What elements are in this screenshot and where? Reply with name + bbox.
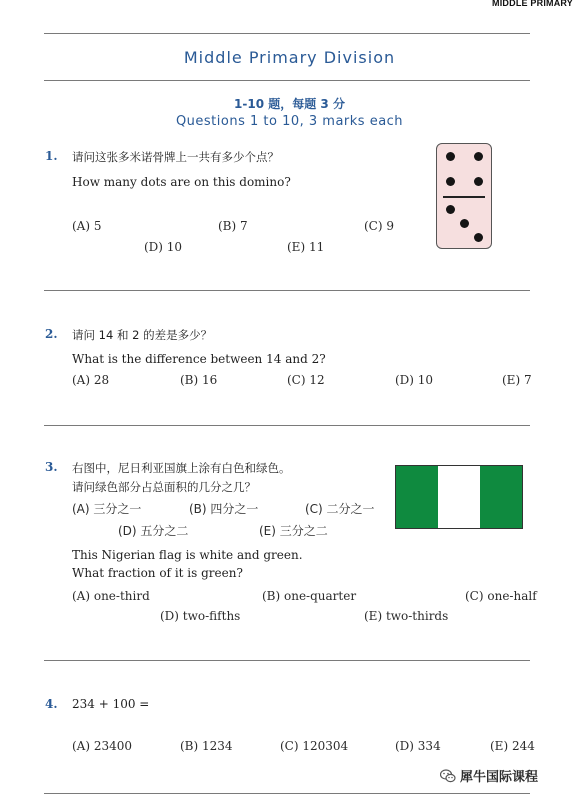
divider (44, 290, 530, 291)
question-number: 3. (45, 460, 58, 474)
option-e[interactable]: (E) 7 (502, 373, 532, 387)
option-b[interactable]: (B) 1234 (180, 739, 233, 753)
nigerian-flag (395, 465, 523, 529)
domino-dot (474, 177, 483, 186)
domino-dot (474, 233, 483, 242)
option-a[interactable]: (A) 23400 (72, 739, 133, 753)
division-title: Middle Primary Division (183, 48, 396, 67)
option-d[interactable]: (D) 334 (395, 739, 441, 753)
option-a-zh[interactable]: (A) 三分之一 (72, 502, 142, 516)
option-c[interactable]: (C) 12 (287, 373, 325, 387)
domino-dot (460, 219, 469, 228)
divider (44, 80, 530, 81)
option-d-zh[interactable]: (D) 五分之二 (118, 524, 189, 538)
option-d[interactable]: (D) 10 (395, 373, 434, 387)
option-b[interactable]: (B) 16 (180, 373, 218, 387)
question-text-en: What fraction of it is green? (72, 566, 243, 580)
flag-green-band (480, 466, 522, 528)
divider (44, 425, 530, 426)
divider (44, 33, 530, 34)
domino-image (436, 143, 492, 249)
domino-dot (474, 152, 483, 161)
option-b[interactable]: (B) 7 (218, 219, 248, 233)
option-d[interactable]: (D) 10 (144, 240, 183, 254)
flag-green-band (396, 466, 438, 528)
question-text-zh: 请问 14 和 2 的差是多少？ (72, 328, 213, 342)
question-text-zh: 右图中，尼日利亚国旗上涂有白色和绿色。 (72, 461, 291, 475)
option-c[interactable]: (C) 120304 (280, 739, 349, 753)
domino-dot (446, 177, 455, 186)
watermark (440, 766, 538, 785)
option-a[interactable]: (A) 5 (72, 219, 102, 233)
question-number: 2. (45, 327, 58, 341)
question-text: 234 + 100 = (72, 697, 150, 711)
marks-subtitle-zh: 1-10 题，每题 3 分 (234, 97, 345, 111)
option-c[interactable]: (C) one-half (465, 589, 537, 603)
watermark-text: 犀牛国际课程 (460, 770, 539, 785)
option-c[interactable]: (C) 9 (364, 219, 394, 233)
domino-dot (446, 152, 455, 161)
divider (44, 660, 530, 661)
question-text-en: What is the difference between 14 and 2? (72, 352, 326, 366)
option-c-zh[interactable]: (C) 二分之一 (305, 502, 375, 516)
marks-subtitle-en: Questions 1 to 10, 3 marks each (175, 114, 404, 129)
question-text-zh: 请问绿色部分占总面积的几分之几？ (72, 480, 256, 494)
option-b-zh[interactable]: (B) 四分之一 (189, 502, 259, 516)
section-tag: MIDDLE PRIMARY (492, 0, 573, 8)
option-e-zh[interactable]: (E) 三分之二 (259, 524, 328, 538)
question-number: 1. (45, 149, 58, 163)
divider (44, 793, 530, 794)
question-text-zh: 请问这张多米诺骨牌上一共有多少个点？ (72, 150, 279, 164)
option-a[interactable]: (A) one-third (72, 589, 150, 603)
option-d[interactable]: (D) two-fifths (160, 609, 241, 623)
option-a[interactable]: (A) 28 (72, 373, 110, 387)
domino-dot (446, 205, 455, 214)
question-text-en: This Nigerian flag is white and green. (72, 548, 303, 562)
question-text-en: How many dots are on this domino? (72, 175, 291, 189)
option-b[interactable]: (B) one-quarter (262, 589, 357, 603)
flag-white-band (438, 466, 480, 528)
domino-divider (443, 196, 485, 198)
option-e[interactable]: (E) 11 (287, 240, 325, 254)
option-e[interactable]: (E) 244 (490, 739, 535, 753)
wechat-icon (440, 769, 456, 783)
question-number: 4. (45, 697, 58, 711)
option-e[interactable]: (E) two-thirds (364, 609, 449, 623)
